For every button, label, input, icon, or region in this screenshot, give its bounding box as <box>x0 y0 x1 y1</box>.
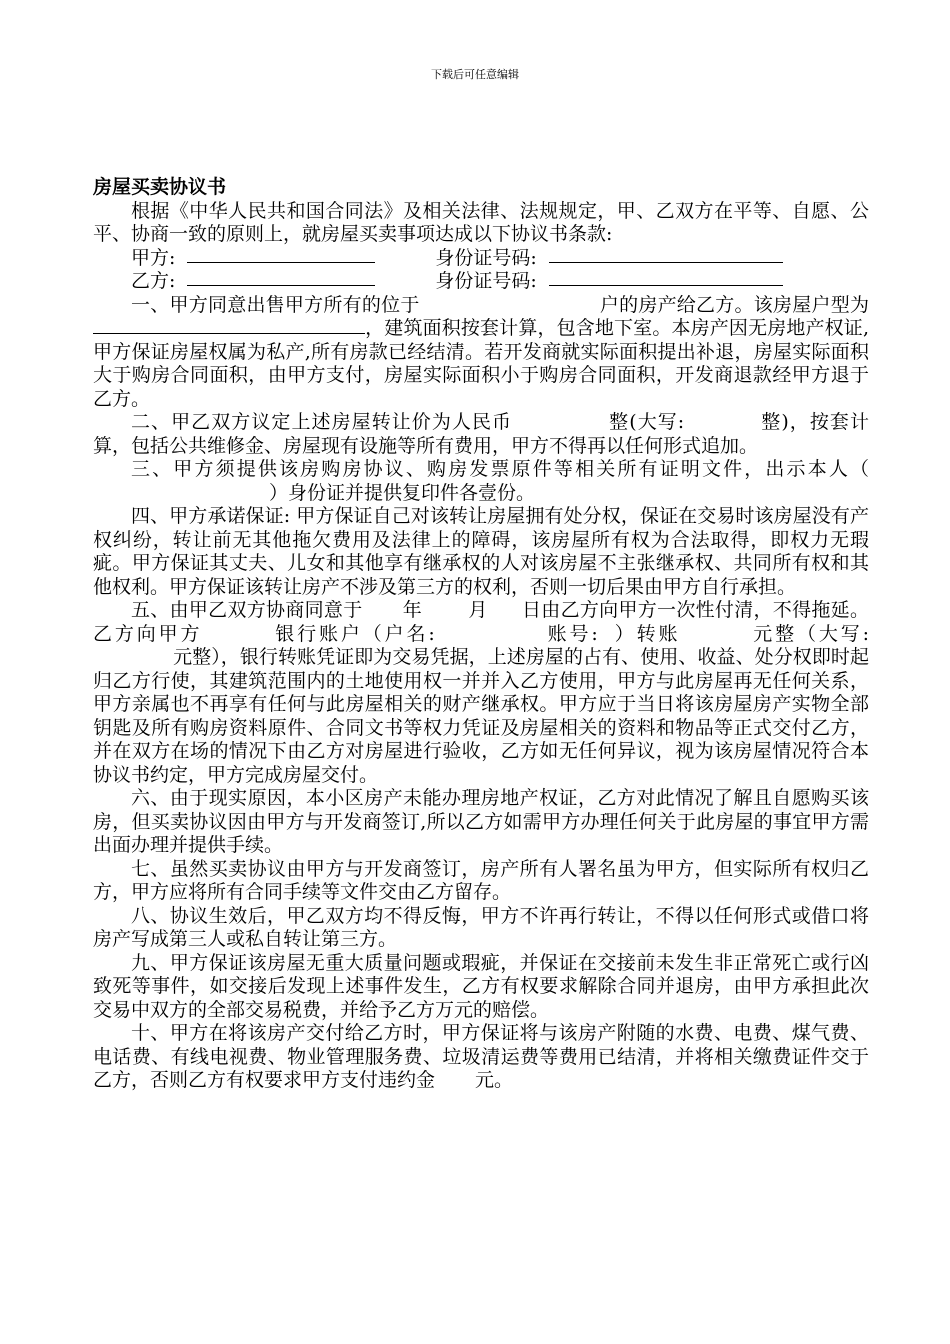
page-header: 下载后可任意编辑 <box>431 68 519 81</box>
party-a-row <box>93 247 869 271</box>
agreement-document <box>93 176 869 1093</box>
party-a-label: 甲方: <box>131 246 176 269</box>
party-b-id-blank[interactable] <box>549 270 783 286</box>
clause-1: 一、甲方同意出售甲方所有的位于 户的房产给乙方。该房屋户型为，建筑面积按套计算，包含地下室。本房产因无房地产权证,甲方保证房屋权属为私产,所有房款已经结清。若开发商就实际面积提出补退，房屋实际面积大于购房合同面积，由甲方支付，房屋实际面积小于购房合同面积，开发商退款经甲方退于乙方。 <box>93 293 869 410</box>
intro-paragraph: 根据《中华人民共和国合同法》及相关法律、法规规定，甲、乙双方在平等、自愿、公平、协商一致的原则上，就房屋买卖事项达成以下协议书条款: <box>93 199 869 245</box>
party-a-id-blank[interactable] <box>549 247 783 263</box>
party-b-id-label: 身份证号码: <box>435 270 537 292</box>
clause-10: 十、甲方在将该房产交付给乙方时，甲方保证将与该房产附随的水费、电费、煤气费、电话费、有线电视费、物业管理服务费、垃圾清运费等费用已结清，并将相关缴费证件交于乙方，否则乙方有权要求甲方支付违约金 元。 <box>93 1022 869 1091</box>
party-b-row <box>93 270 869 294</box>
party-b-label: 乙方: <box>131 270 176 292</box>
party-a-id-label: 身份证号码: <box>435 246 537 269</box>
clause-3: 三、甲方须提供该房购房协议、购房发票原件等相关所有证明文件，出示本人（）身份证并提供复印件各壹份。 <box>131 458 869 504</box>
clause-9: 九、甲方保证该房屋无重大质量问题或瑕疵，并保证在交接前未发生非正常死亡或行凶致死等事件，如交接后发现上述事件发生，乙方有权要求解除合同并退房，由甲方承担此次交易中双方的全部交易税费，并给予乙方万元的赔偿。 <box>93 951 869 1021</box>
clause-2: 二、甲乙双方议定上述房屋转让价为人民币 整(大写: 整)，按套计算，包括公共维修金、房屋现有设施等所有费用，甲方不得再以任何形式追加。 <box>93 411 869 457</box>
clause-5: 五、由甲乙双方协商同意于 年 月 日由乙方向甲方一次性付清，不得拖延。乙方向甲方 银行账户（户名: 账号: ）转账 元整（大写:元整），银行转账凭证即为交易凭据，上述房屋的占有、使用、收益、处分权即时起归乙方行使，其建筑范围内的土地使用权一并并入乙方使用，甲方与此房屋再无任何关系，甲方亲属也不再享有任何与此房屋相关的财产继承权。甲方应于当日将该房屋房产实物全部钥匙及所有购房资料原件、合同文书等权力凭证及房屋相关的资料和物品等正式交付乙方，并在双方在场的情况下由乙方对房屋进行验收，乙方如无任何异议，视为该房屋情况符合本协议书约定，甲方完成房屋交付。 <box>93 599 869 786</box>
party-b-name-blank[interactable] <box>187 270 375 286</box>
clause-6: 六、由于现实原因，本小区房产未能办理房地产权证，乙方对此情况了解且自愿购买该房，但买卖协议因由甲方与开发商签订,所以乙方如需甲方办理任何关于此房屋的事宜甲方需出面办理并提供手续。 <box>93 787 869 856</box>
clause-7: 七、虽然买卖协议由甲方与开发商签订，房产所有人署名虽为甲方，但实际所有权归乙方，甲方应将所有合同手续等文件交由乙方留存。 <box>93 857 869 903</box>
clause-8: 八、协议生效后，甲乙双方均不得反悔，甲方不许再行转让，不得以任何形式或借口将房产写成第三人或私自转让第三方。 <box>93 904 869 950</box>
party-a-name-blank[interactable] <box>187 247 375 263</box>
document-title: 房屋买卖协议书 <box>93 176 227 198</box>
layout-blank[interactable] <box>93 318 365 334</box>
clause-4: 四、甲方承诺保证: 甲方保证自己对该转让房屋拥有处分权，保证在交易时该房屋没有产权纠纷，转让前无其他拖欠费用及法律上的障碍，该房屋所有权为合法取得，即权力无瑕疵。甲方保证其丈夫、儿女和其他享有继承权的人对该房屋不主张继承权、共同所有权和其他权利。甲方保证该转让房产不涉及第三方的权利，否则一切后果由甲方自行承担。 <box>93 505 869 598</box>
